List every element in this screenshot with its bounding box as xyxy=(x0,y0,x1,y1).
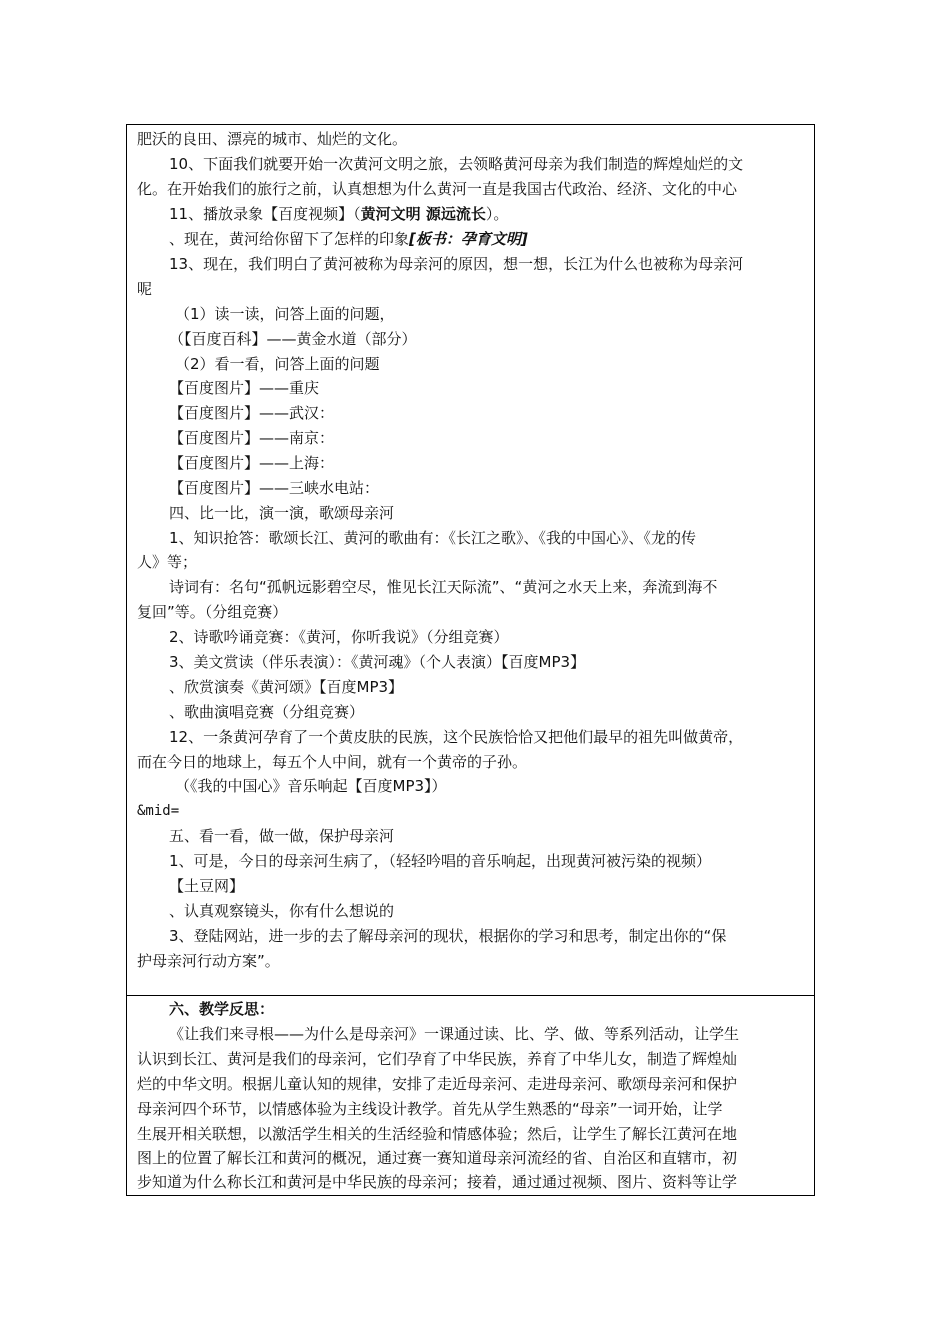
text-line: 母亲河四个环节，以情感体验为主线设计教学。首先从学生熟悉的“母亲”一词开始，让学 xyxy=(137,1100,723,1118)
text-line: 图上的位置了解长江和黄河的概况，通过赛一赛知道母亲河流经的省、自治区和直辖市，初 xyxy=(137,1149,738,1167)
text-line: （《我的中国心》音乐响起【百度MP3】） xyxy=(175,777,447,795)
text-line: 2、诗歌吟诵竞赛：《黄河，你听我说》（分组竞赛） xyxy=(169,628,509,646)
text-line: 【土豆网】 xyxy=(169,877,245,895)
section-heading: 四、比一比，演一演，歌颂母亲河 xyxy=(169,504,395,522)
text-line: 【百度图片】——武汉： xyxy=(169,404,335,422)
text-line: 、欣赏演奏《黄河颂》【百度MP3】 xyxy=(169,678,404,696)
text-line: （2）看一看，问答上面的问题 xyxy=(175,355,380,373)
text-line: 【百度图片】——上海： xyxy=(169,454,335,472)
reflection-heading: 六、教学反思： xyxy=(169,1000,275,1018)
text-line: &mid= xyxy=(137,803,180,819)
text-line: （【百度百科】——黄金水道（部分） xyxy=(169,330,417,348)
text-line: 生展开相关联想，以激活学生相关的生活经验和情感体验；然后，让学生了解长江黄河在地 xyxy=(137,1125,738,1143)
text-line: 1、知识抢答：歌颂长江、黄河的歌曲有：《长江之歌》、《我的中国心》、《龙的传 xyxy=(169,529,697,547)
text-line: 、认真观察镜头，你有什么想说的 xyxy=(169,902,395,920)
text-line: 肥沃的良田、漂亮的城市、灿烂的文化。 xyxy=(137,130,408,148)
board-note: [板书：孕育文明] xyxy=(409,230,528,248)
text-line: 《让我们来寻根——为什么是母亲河》一课通过读、比、学、做、等系列活动，让学生 xyxy=(169,1025,740,1043)
text-line: 13、现在，我们明白了黄河被称为母亲河的原因，想一想，长江为什么也被称为母亲河 xyxy=(169,255,744,273)
text-line: 复回”等。（分组竞赛） xyxy=(137,603,288,621)
text-run: ）。 xyxy=(485,205,509,223)
bold-text: 黄河文明 源远流长 xyxy=(360,205,486,223)
text-line: 、歌曲演唱竞赛（分组竞赛） xyxy=(169,703,365,721)
text-line: 人》等； xyxy=(137,553,198,571)
text-line: 认识到长江、黄河是我们的母亲河，它们孕育了中华民族，养育了中华儿女，制造了辉煌灿 xyxy=(137,1050,738,1068)
text-line: 3、登陆网站，进一步的去了解母亲河的现状，根据你的学习和思考，制定出你的“保 xyxy=(169,927,727,945)
text-line: 化。在开始我们的旅行之前，认真想想为什么黄河一直是我国古代政治、经济、文化的中心 xyxy=(137,180,738,198)
text-line: 呢 xyxy=(137,280,153,298)
text-line: 烂的中华文明。根据儿童认知的规律，安排了走近母亲河、走进母亲河、歌颂母亲河和保护 xyxy=(137,1075,738,1093)
text-line: 而在今日的地球上，每五个人中间，就有一个黄帝的子孙。 xyxy=(137,753,528,771)
text-line: 1、可是，今日的母亲河生病了，（轻轻吟唱的音乐响起，出现黄河被污染的视频） xyxy=(169,852,712,870)
teaching-reflection-cell xyxy=(127,996,814,1195)
text-line: 【百度图片】——南京： xyxy=(169,429,335,447)
text-line xyxy=(169,228,807,250)
text-line xyxy=(169,203,807,225)
text-line: 【百度图片】——三峡水电站： xyxy=(169,479,380,497)
text-line: 护母亲河行动方案”。 xyxy=(137,952,280,970)
text-line: 10、下面我们就要开始一次黄河文明之旅，去领略黄河母亲为我们制造的辉煌灿烂的文 xyxy=(169,155,744,173)
text-line: （1）读一读，问答上面的问题， xyxy=(175,305,395,323)
section-heading: 五、看一看，做一做，保护母亲河 xyxy=(169,827,395,845)
text-run: 、现在，黄河给你留下了怎样的印象 xyxy=(169,230,410,248)
text-line: 诗词有：名句“孤帆远影碧空尽，惟见长江天际流”、“黄河之水天上来，奔流到海不 xyxy=(169,578,718,596)
text-line: 12、一条黄河孕育了一个黄皮肤的民族，这个民族恰恰又把他们最早的祖先叫做黄帝， xyxy=(169,728,744,746)
text-line: 3、美文赏读（伴乐表演）：《黄河魂》（个人表演）【百度MP3】 xyxy=(169,653,586,671)
lesson-procedure-cell xyxy=(127,125,814,996)
text-line: 步知道为什么称长江和黄河是中华民族的母亲河；接着，通过通过视频、图片、资料等让学 xyxy=(137,1173,738,1191)
lesson-table xyxy=(126,124,815,1196)
text-run: 11、播放录象【百度视频】（ xyxy=(169,205,361,223)
text-line: 【百度图片】——重庆 xyxy=(169,379,320,397)
